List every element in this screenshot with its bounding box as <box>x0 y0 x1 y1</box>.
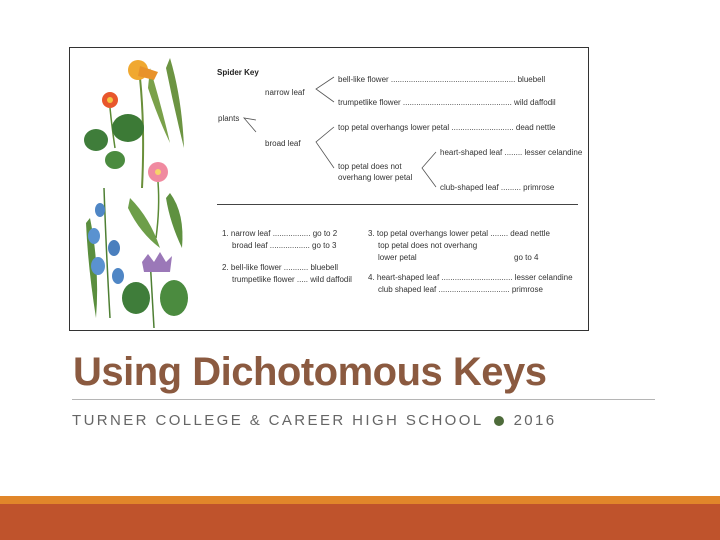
plants-label: plants <box>218 114 240 123</box>
trumpetlike-branch: trumpetlike flower ................................................. wild daffodil <box>338 98 556 107</box>
key-item-4b: club shaped leaf ................................ primrose <box>378 285 543 294</box>
title-underline <box>72 399 655 400</box>
key-item-3c: lower petal <box>378 253 417 262</box>
slide-title: Using Dichotomous Keys <box>73 350 547 394</box>
top-petal-not-line2: overhang lower petal <box>338 173 413 182</box>
top-petal-not-line1: top petal does not <box>338 162 402 171</box>
key-item-1b: broad leaf .................. go to 3 <box>232 241 337 250</box>
key-item-3b: top petal does not overhang <box>378 241 478 250</box>
key-item-2a: 2. bell-like flower ........... bluebell <box>222 263 339 272</box>
bullet-dot-icon <box>494 416 504 426</box>
spider-key-figure <box>69 47 589 331</box>
key-item-4a: 4. heart-shaped leaf ................................ lesser celandine <box>368 273 573 282</box>
club-shaped-branch: club-shaped leaf ......... primrose <box>440 183 555 192</box>
spider-key-title: Spider Key <box>217 68 259 77</box>
key-divider <box>217 204 578 205</box>
footer-accent-band <box>0 496 720 504</box>
bell-like-branch: bell-like flower ........................................................ bluebell <box>338 75 546 84</box>
broad-leaf-label: broad leaf <box>265 139 301 148</box>
key-item-1a: 1. narrow leaf ................. go to 2 <box>222 229 338 238</box>
top-petal-overhangs-branch: top petal overhangs lower petal ............................ dead nettle <box>338 123 556 132</box>
footer-band <box>0 504 720 540</box>
key-item-3d: go to 4 <box>514 253 539 262</box>
slide-subtitle <box>72 411 557 431</box>
key-item-3a: 3. top petal overhangs lower petal ........ dead nettle <box>368 229 550 238</box>
narrow-leaf-label: narrow leaf <box>265 88 305 97</box>
year: 2016 <box>513 412 557 429</box>
key-item-2b: trumpetlike flower ..... wild daffodil <box>232 275 352 284</box>
school-name: TURNER COLLEGE & CAREER HIGH SCHOOL <box>72 412 484 429</box>
heart-shaped-branch: heart-shaped leaf ........ lesser celandine <box>440 148 583 157</box>
